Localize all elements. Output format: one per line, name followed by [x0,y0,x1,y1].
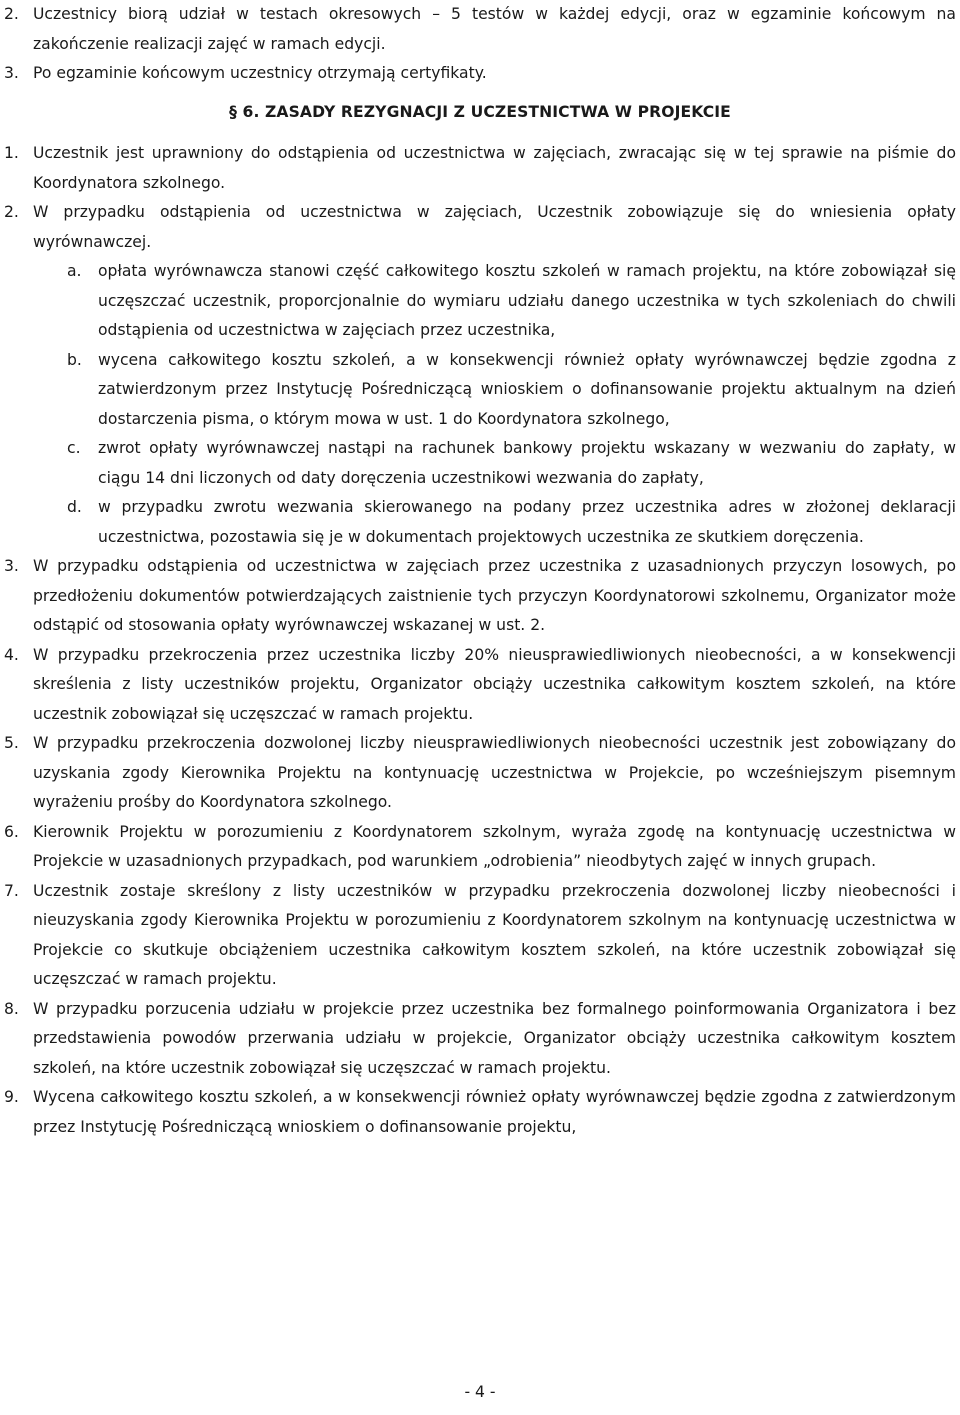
item-number: 2. [4,203,19,221]
sub-item-letter: d. [67,498,82,516]
list-item [0,0,960,59]
sub-item-letter: c. [67,439,81,457]
list-item [0,729,960,818]
item-number: 9. [4,1088,19,1106]
item-number: 4. [4,645,19,664]
item-text: Uczestnicy biorą udział w testach okresowych – 5 testów w każdej edycji, oraz w egzaminie końcowym na zakończenie realizacji zajęć w ramach edycji. [33,5,956,53]
sub-item-text: wycena całkowitego kosztu szkoleń, a w konsekwencji również opłaty wyrównawczej będzie zgodna z zatwierdzonym przez Instytucję Pośredniczącą wnioskiem o dofinansowanie projektu aktualnym na dzień dostarczenia pisma, o którym mowa w ust. 1 do Koordynatora szkolnego, [98,350,956,428]
item-number: 3. [4,557,19,575]
list-item [0,877,960,995]
item-text: W przypadku przekroczenia przez uczestnika liczby 20% nieusprawiedliwionych nieobecności, a w konsekwencji skreślenia z listy uczestników projektu, Organizator obciąży uczestnika całkowitym kosztem szkoleń, na które uczestnik zobowiązał się uczęszczać w ramach projektu. [33,645,956,723]
item-text: Kierownik Projektu w porozumieniu z Koordynatorem szkolnym, wyraża zgodę na kontynuację uczestnictwa w Projekcie w uzasadnionych przypadkach, pod warunkiem „odrobienia” nieodbytych zajęć w innych grupach. [33,822,956,870]
section-heading: § 6. ZASADY REZYGNACJI Z UCZESTNICTWA W PROJEKCIE [229,102,731,121]
intro-list [0,0,960,89]
sub-list [0,257,960,552]
item-text: W przypadku odstąpienia od uczestnictwa w zajęciach, Uczestnik zobowiązuje się do wniesienia opłaty wyrównawczej. [33,203,956,251]
item-text: Wycena całkowitego kosztu szkoleń, a w konsekwencji również opłaty wyrównawczej będzie zgodna z zatwierdzonym przez Instytucję Pośredniczącą wnioskiem o dofinansowanie projektu, [33,1088,956,1136]
item-text: Uczestnik zostaje skreślony z listy uczestników w przypadku przekroczenia dozwolonej liczby nieobecności i nieuzyskania zgody Kierownika Projektu w porozumieniu z Koordynatorem szkolnym na kontynuację uczestnictwa w Projekcie co skutkuje obciążeniem uczestnika całkowitym kosztem szkoleń, na które uczestnik zobowiązał się uczęszczać w ramach projektu. [33,881,956,988]
item-number: 8. [4,999,19,1018]
sub-item-text: zwrot opłaty wyrównawczej nastąpi na rachunek bankowy projektu wskazany w wezwaniu do zapłaty, w ciągu 14 dni liczonych od daty doręczenia uczestnikowi wezwania do zapłaty, [98,439,956,487]
list-item [0,1083,960,1142]
list-item [0,552,960,641]
list-item [0,139,960,198]
item-number: 7. [4,881,19,900]
list-item [0,995,960,1084]
item-number: 5. [4,734,19,752]
page-number: - 4 - [464,1383,496,1401]
item-text: Uczestnik jest uprawniony do odstąpienia od uczestnictwa w zajęciach, zwracając się w tej sprawie na piśmie do Koordynatora szkolnego. [33,144,956,192]
item-text: Po egzaminie końcowym uczestnicy otrzymają certyfikaty. [33,64,487,82]
sub-item-letter: a. [67,262,82,280]
item-text: W przypadku odstąpienia od uczestnictwa w zajęciach przez uczestnika z uzasadnionych przyczyn losowych, po przedłożeniu dokumentów potwierdzających zaistnienie tych przyczyn Koordynatorowi szkolnemu, Organizator może odstąpić od stosowania opłaty wyrównawczej wskazanej w ust. 2. [33,557,956,634]
item-text: W przypadku przekroczenia dozwolonej liczby nieusprawiedliwionych nieobecności uczestnik jest zobowiązany do uzyskania zgody Kierownika Projektu na kontynuację uczestnictwa w Projekcie, po wcześniejszym pisemnym wyrażeniu prośby do Koordynatora szkolnego. [33,734,956,811]
sub-list-item [0,493,960,552]
sub-item-text: opłata wyrównawcza stanowi część całkowitego kosztu szkoleń w ramach projektu, na które zobowiązał się uczęszczać uczestnik, proporcjonalnie do wymiaru udziału danego uczestnika w tych szkoleniach do chwili odstąpienia od uczestnictwa w zajęciach przez uczestnika, [98,262,956,339]
list-item [0,818,960,877]
sub-list-item [0,346,960,435]
sub-list-item [0,257,960,346]
list-item [0,59,960,89]
list-item [0,641,960,730]
item-number: 1. [4,144,19,162]
section-list [0,139,960,1142]
item-number: 2. [4,5,19,23]
sub-list-item [0,434,960,493]
item-number: 3. [4,64,19,82]
sub-item-text: w przypadku zwrotu wezwania skierowanego na podany przez uczestnika adres w złożonej deklaracji uczestnictwa, pozostawia się je w dokumentach projektowych uczestnika ze skutkiem doręczenia. [98,498,956,546]
sub-item-letter: b. [67,350,82,369]
item-number: 6. [4,822,19,841]
list-item [0,198,960,257]
item-text: W przypadku porzucenia udziału w projekcie przez uczestnika bez formalnego poinformowania Organizatora i bez przedstawienia powodów przerwania udziału w projekcie, Organizator obciąży uczestnika całkowitym kosztem szkoleń, na które uczestnik zobowiązał się uczęszczać w ramach projektu. [33,999,956,1077]
